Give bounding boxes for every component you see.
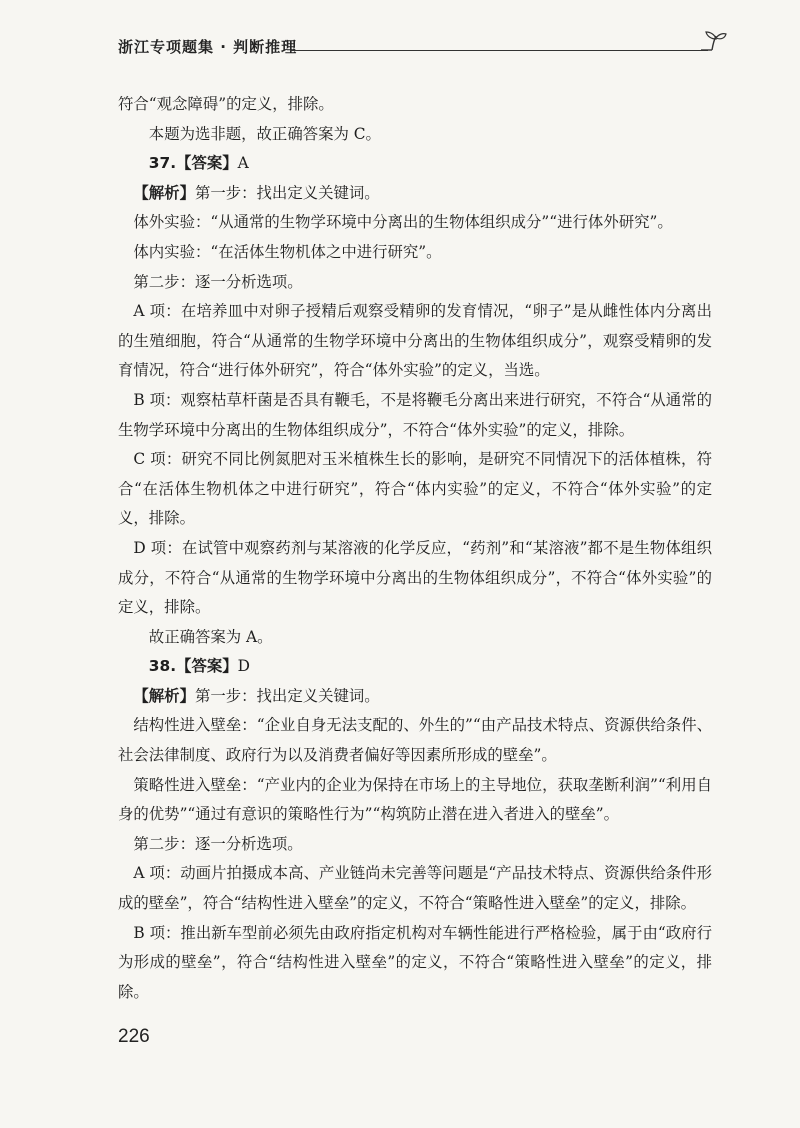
q38-answer-value: D bbox=[237, 657, 250, 676]
answer-explanation-body bbox=[118, 90, 712, 1007]
option-paragraph: B 项：推出新车型前必须先由政府指定机构对车辆性能进行严格检验，属于由“政府行为形成的壁垒”，符合“结构性进入壁垒”的定义，不符合“策略性进入壁垒”的定义，排除。 bbox=[118, 923, 712, 1001]
paragraph: 体外实验：“从通常的生物学环境中分离出的生物体组织成分”“进行体外研究”。 bbox=[133, 213, 673, 232]
q37-analysis-label: 【解析】 bbox=[133, 183, 195, 202]
q38-answer-line bbox=[118, 652, 712, 682]
paragraph: 第二步：逐一分析选项。 bbox=[133, 272, 303, 291]
option-paragraph: C 项：研究不同比例氮肥对玉米植株生长的影响，是研究不同情况下的活体植株，符合“在活体生物机体之中进行研究”，符合“体内实验”的定义，不符合“体外实验”的定义，排除。 bbox=[118, 450, 712, 528]
q38-analysis-text: 第一步：找出定义关键词。 bbox=[194, 686, 380, 705]
q37-answer-value: A bbox=[237, 154, 249, 173]
paragraph: 本题为选非题，故正确答案为 C。 bbox=[148, 124, 381, 143]
paragraph: 结构性进入壁垒：“企业自身无法支配的、外生的”“由产品技术特点、资源供给条件、社会法律制度、政府行为以及消费者偏好等因素所形成的壁垒”。 bbox=[118, 716, 712, 765]
q38-analysis-label: 【解析】 bbox=[133, 686, 195, 705]
q38-analysis-line bbox=[118, 682, 712, 712]
option-paragraph: A 项：在培养皿中对卵子授精后观察受精卵的发育情况，“卵子”是从雌性体内分离出的生殖细胞，符合“从通常的生物学环境中分离出的生物体组织成分”，观察受精卵的发育情况，符合“进行体外研究”，符合“体外实验”的定义，当选。 bbox=[118, 302, 712, 380]
q37-answer-line bbox=[118, 149, 712, 179]
running-header bbox=[118, 30, 728, 60]
header-rule bbox=[290, 50, 708, 51]
paragraph: 策略性进入壁垒：“产业内的企业为保持在市场上的主导地位，获取垄断利润”“利用自身的优势”“通过有意识的策略性行为”“构筑防止潜在进入者进入的壁垒”。 bbox=[118, 775, 712, 824]
q37-answer-label: 37.【答案】 bbox=[148, 154, 238, 173]
option-paragraph: A 项：动画片拍摄成本高、产业链尚未完善等问题是“产品技术特点、资源供给条件形成的壁垒”，符合“结构性进入壁垒”的定义，不符合“策略性进入壁垒”的定义，排除。 bbox=[118, 864, 712, 913]
sprout-icon bbox=[698, 30, 728, 58]
paragraph: 第二步：逐一分析选项。 bbox=[133, 834, 303, 853]
option-paragraph: B 项：观察枯草杆菌是否具有鞭毛，不是将鞭毛分离出来进行研究，不符合“从通常的生物学环境中分离出的生物体组织成分”，不符合“体外实验”的定义，排除。 bbox=[118, 390, 712, 439]
q37-analysis-text: 第一步：找出定义关键词。 bbox=[194, 183, 380, 202]
option-paragraph: D 项：在试管中观察药剂与某溶液的化学反应，“药剂”和“某溶液”都不是生物体组织成分，不符合“从通常的生物学环境中分离出的生物体组织成分”，不符合“体外实验”的定义，排除。 bbox=[118, 538, 712, 617]
header-title: 浙江专项题集 · 判断推理 bbox=[118, 38, 298, 56]
paragraph: 体内实验：“在活体生物机体之中进行研究”。 bbox=[133, 242, 442, 261]
q38-answer-label: 38.【答案】 bbox=[148, 657, 238, 676]
paragraph: 符合“观念障碍”的定义，排除。 bbox=[118, 95, 334, 113]
q37-analysis-line bbox=[118, 179, 712, 209]
paragraph: 故正确答案为 A。 bbox=[148, 627, 273, 646]
page-number: 226 bbox=[118, 1026, 150, 1047]
